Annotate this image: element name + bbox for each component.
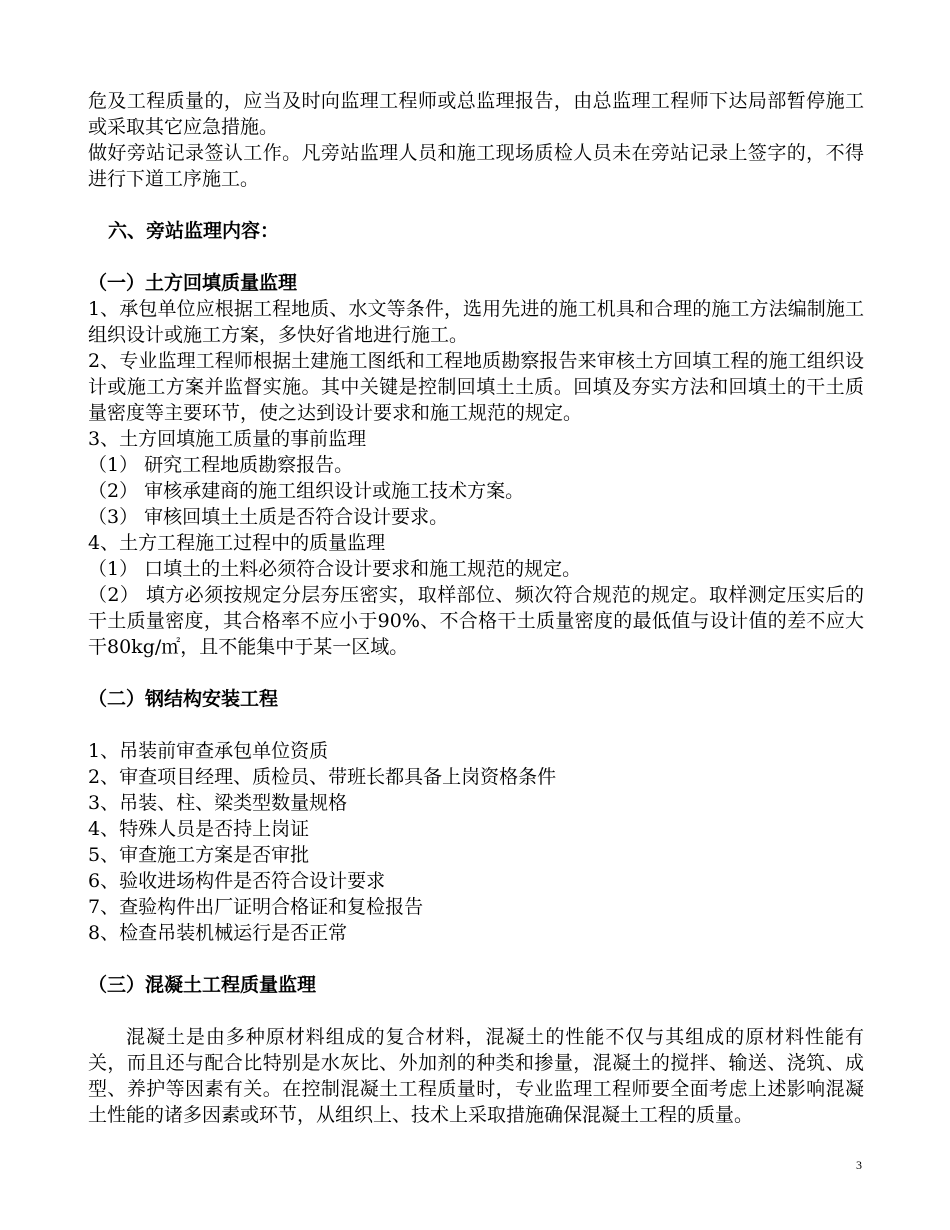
part-1-item: 4、土方工程施工过程中的质量监理 <box>88 532 386 554</box>
intro-paragraph-1: 危及工程质量的，应当及时向监理工程师或总监理报告，由总监理工程师下达局部暂停施工或采取其它应急措施。 <box>88 90 864 138</box>
part-2-item: 6、验收进场构件是否符合设计要求 <box>88 870 386 892</box>
part-1-item: （1） 口填土的土料必须符合设计要求和施工规范的规定。 <box>88 558 582 580</box>
part-1-item: 2、专业监理工程师根据土建施工图纸和工程地质勘察报告来审核土方回填工程的施工组织设计或施工方案并监督实施。其中关键是控制回填土土质。回填及夯实方法和回填土的干土质量密度等主要环节，使之达到设计要求和施工规范的规定。 <box>88 350 864 424</box>
page-number: 3 <box>856 1158 862 1172</box>
section-6-heading: 六、旁站监理内容： <box>108 220 280 242</box>
part-3-heading: （三）混凝土工程质量监理 <box>88 974 317 996</box>
part-1-item: （2） 审核承建商的施工组织设计或施工技术方案。 <box>88 480 525 502</box>
part-1-heading: （一）土方回填质量监理 <box>88 272 298 294</box>
part-2-item: 4、特殊人员是否持上岗证 <box>88 818 310 840</box>
document-page <box>88 88 864 1128</box>
part-2-item: 1、吊装前审查承包单位资质 <box>88 740 329 762</box>
part-1-item: （1） 研究工程地质勘察报告。 <box>88 454 354 476</box>
part-2-heading: （二）钢结构安装工程 <box>88 688 279 710</box>
part-3-body: 混凝土是由多种原材料组成的复合材料，混凝土的性能不仅与其组成的原材料性能有关，而且还与配合比特别是水灰比、外加剂的种类和掺量，混凝土的搅拌、输送、浇筑、成型、养护等因素有关。在控制混凝土工程质量时，专业监理工程师要全面考虑上述影响混凝土性能的诸多因素或环节，从组织上、技术上采取措施确保混凝土工程的质量。 <box>88 1026 864 1126</box>
part-1-item: （2） 填方必须按规定分层夯压密实，取样部位、频次符合规范的规定。取样测定压实后的干土质量密度，其合格率不应小于90%、不合格干土质量密度的最低值与设计值的差不应大干80kg/㎡，且不能集中于某一区域。 <box>88 584 864 658</box>
part-2-item: 5、审查施工方案是否审批 <box>88 844 310 866</box>
intro-paragraph-2: 做好旁站记录签认工作。凡旁站监理人员和施工现场质检人员未在旁站记录上签字的，不得进行下道工序施工。 <box>88 142 864 190</box>
part-2-item: 7、查验构件出厂证明合格证和复检报告 <box>88 896 424 918</box>
part-2-item: 3、吊装、柱、梁类型数量规格 <box>88 792 348 814</box>
part-1-item: （3） 审核回填土土质是否符合设计要求。 <box>88 506 449 528</box>
part-1-item: 3、土方回填施工质量的事前监理 <box>88 428 367 450</box>
part-1-item: 1、承包单位应根据工程地质、水文等条件，选用先进的施工机具和合理的施工方法编制施工组织设计或施工方案，多快好省地进行施工。 <box>88 298 864 346</box>
part-2-item: 2、审查项目经理、质检员、带班长都具备上岗资格条件 <box>88 766 557 788</box>
part-2-item: 8、检查吊装机械运行是否正常 <box>88 922 348 944</box>
